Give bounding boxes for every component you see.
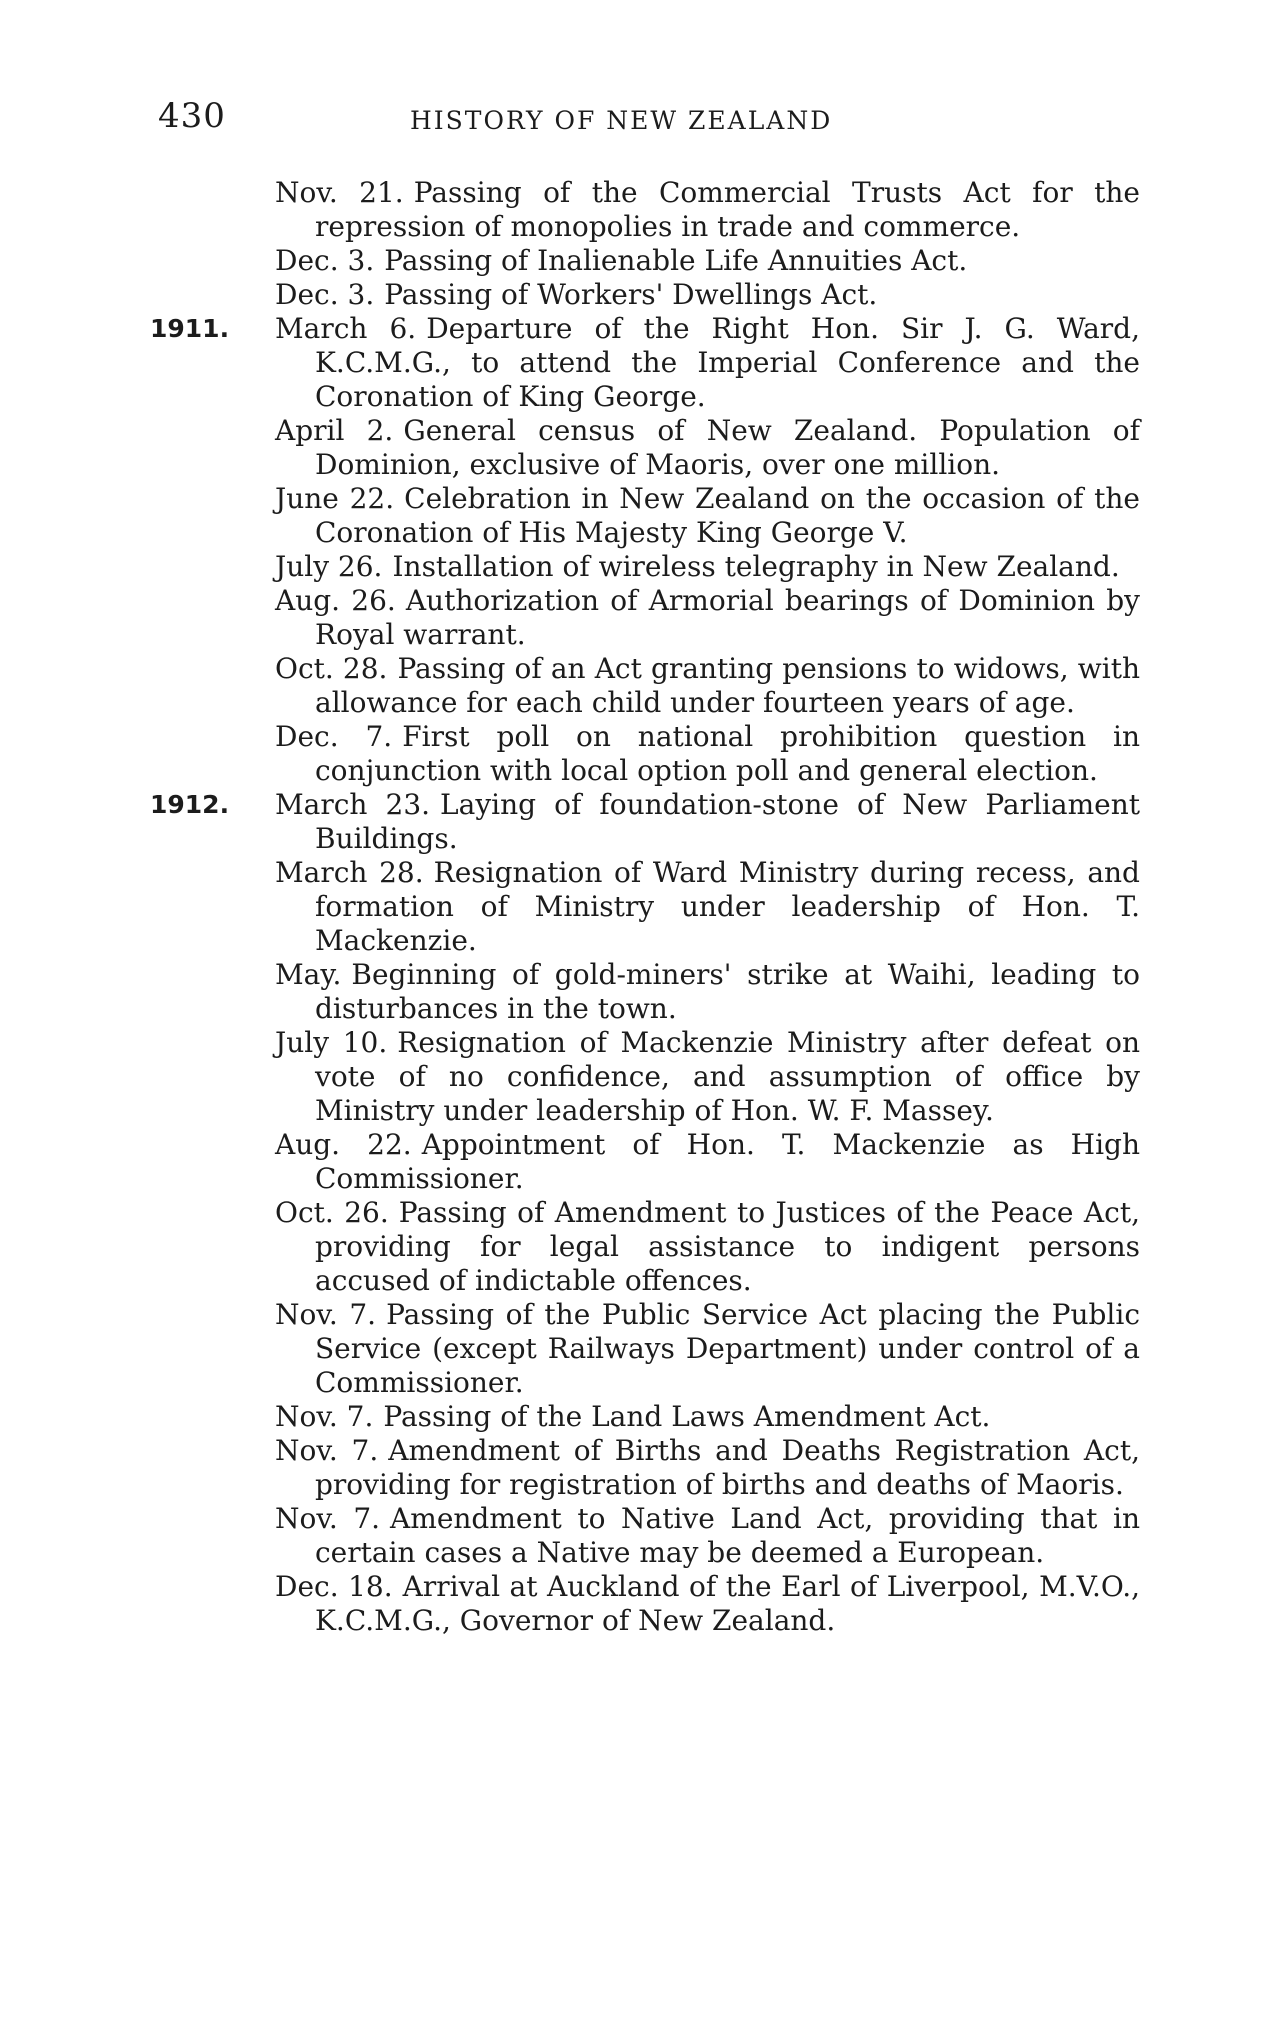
- list-item: [275, 550, 1140, 584]
- chronology-list: [150, 176, 1140, 1638]
- entry-date: Nov. 21.: [275, 176, 404, 209]
- entry-text: Authorization of Armorial bearings of Dominion by Royal warrant.: [315, 584, 1140, 651]
- entries-list: [275, 312, 1140, 788]
- entry-text: Passing of the Commercial Trusts Act for the repression of monopolies in trade and commerce.: [315, 176, 1140, 243]
- entry-text: Passing of the Land Laws Amendment Act.: [383, 1400, 991, 1433]
- entry-date: Nov. 7.: [275, 1298, 377, 1331]
- entry-text: Amendment of Births and Deaths Registration Act, providing for registration of births and deaths of Maoris.: [315, 1434, 1140, 1501]
- list-item: [275, 312, 1140, 414]
- list-item: [275, 176, 1140, 244]
- list-item: [275, 1128, 1140, 1196]
- year-block-continued: [150, 176, 1140, 312]
- list-item: [275, 1502, 1140, 1570]
- entry-date: Aug. 22.: [275, 1128, 412, 1161]
- list-item: [275, 1434, 1140, 1502]
- entry-text: Passing of Inalienable Life Annuities Act.: [384, 244, 968, 277]
- list-item: [275, 482, 1140, 550]
- entry-date: Oct. 28.: [275, 652, 388, 685]
- entry-text: Departure of the Right Hon. Sir J. G. Ward, K.C.M.G., to attend the Imperial Conference and the Coronation of King George.: [315, 312, 1140, 413]
- list-item: [275, 1298, 1140, 1400]
- entry-text: Arrival at Auckland of the Earl of Liverpool, M.V.O., K.C.M.G., Governor of New Zealand.: [315, 1570, 1140, 1637]
- entry-date: Nov. 7.: [275, 1502, 381, 1535]
- list-item: [275, 958, 1140, 1026]
- entry-text: Celebration in New Zealand on the occasion of the Coronation of His Majesty King George V.: [315, 482, 1140, 549]
- list-item: [275, 278, 1140, 312]
- list-item: [275, 1026, 1140, 1128]
- list-item: [275, 244, 1140, 278]
- entry-date: March 23.: [275, 788, 431, 821]
- entry-date: Nov. 7.: [275, 1400, 374, 1433]
- entry-text: Laying of foundation-stone of New Parliament Buildings.: [315, 788, 1140, 855]
- entry-date: Dec. 3.: [275, 244, 375, 277]
- entry-date: March 28.: [275, 856, 424, 889]
- entry-text: Resignation of Ward Ministry during recess, and formation of Ministry under leadership of Hon. T. Mackenzie.: [315, 856, 1140, 957]
- entries-list: [275, 788, 1140, 1638]
- entry-text: Beginning of gold-miners' strike at Waihi, leading to disturbances in the town.: [315, 958, 1140, 1025]
- entry-text: Passing of the Public Service Act placing the Public Service (except Railways Department) under control of a Commissioner.: [315, 1298, 1140, 1399]
- entry-text: Passing of an Act granting pensions to widows, with allowance for each child under fourteen years of age.: [315, 652, 1141, 719]
- entry-date: April 2.: [275, 414, 394, 447]
- entry-date: June 22.: [275, 482, 395, 515]
- year-block-1911: [150, 312, 1140, 788]
- entry-text: First poll on national prohibition question in conjunction with local option poll and general election.: [315, 720, 1141, 787]
- entry-date: Dec. 7.: [275, 720, 393, 753]
- entry-date: July 26.: [275, 550, 383, 583]
- list-item: [275, 856, 1140, 958]
- entry-text: General census of New Zealand. Population of Dominion, exclusive of Maoris, over one million.: [315, 414, 1140, 481]
- entry-date: Oct. 26.: [275, 1196, 389, 1229]
- entry-date: Dec. 3.: [275, 278, 375, 311]
- entry-date: Aug. 26.: [275, 584, 396, 617]
- list-item: [275, 584, 1140, 652]
- list-item: [275, 414, 1140, 482]
- entry-text: Resignation of Mackenzie Ministry after defeat on vote of no confidence, and assumption of office by Ministry under leadership of Hon. W. F. Massey.: [315, 1026, 1140, 1127]
- entry-date: Dec. 18.: [275, 1570, 393, 1603]
- running-title: HISTORY OF NEW ZEALAND: [410, 106, 833, 135]
- entry-date: Nov. 7.: [275, 1434, 379, 1467]
- entry-date: July 10.: [275, 1026, 388, 1059]
- list-item: [275, 1196, 1140, 1298]
- year-label: 1912.: [150, 790, 230, 819]
- list-item: [275, 720, 1140, 788]
- entry-date: May.: [275, 958, 342, 991]
- year-block-1912: [150, 788, 1140, 1638]
- entry-text: Passing of Amendment to Justices of the Peace Act, providing for legal assistance to indigent persons accused of indictable offences.: [315, 1196, 1140, 1297]
- entry-text: Appointment of Hon. T. Mackenzie as High Commissioner.: [315, 1128, 1140, 1195]
- entry-text: Amendment to Native Land Act, providing that in certain cases a Native may be deemed a European.: [315, 1502, 1140, 1569]
- year-label: 1911.: [150, 314, 230, 343]
- entry-text: Passing of Workers' Dwellings Act.: [384, 278, 878, 311]
- list-item: [275, 788, 1140, 856]
- page-number: 430: [158, 96, 226, 136]
- entry-date: March 6.: [275, 312, 417, 345]
- list-item: [275, 1570, 1140, 1638]
- entry-text: Installation of wireless telegraphy in New Zealand.: [392, 550, 1120, 583]
- list-item: [275, 1400, 1140, 1434]
- entries-list: [275, 176, 1140, 312]
- list-item: [275, 652, 1140, 720]
